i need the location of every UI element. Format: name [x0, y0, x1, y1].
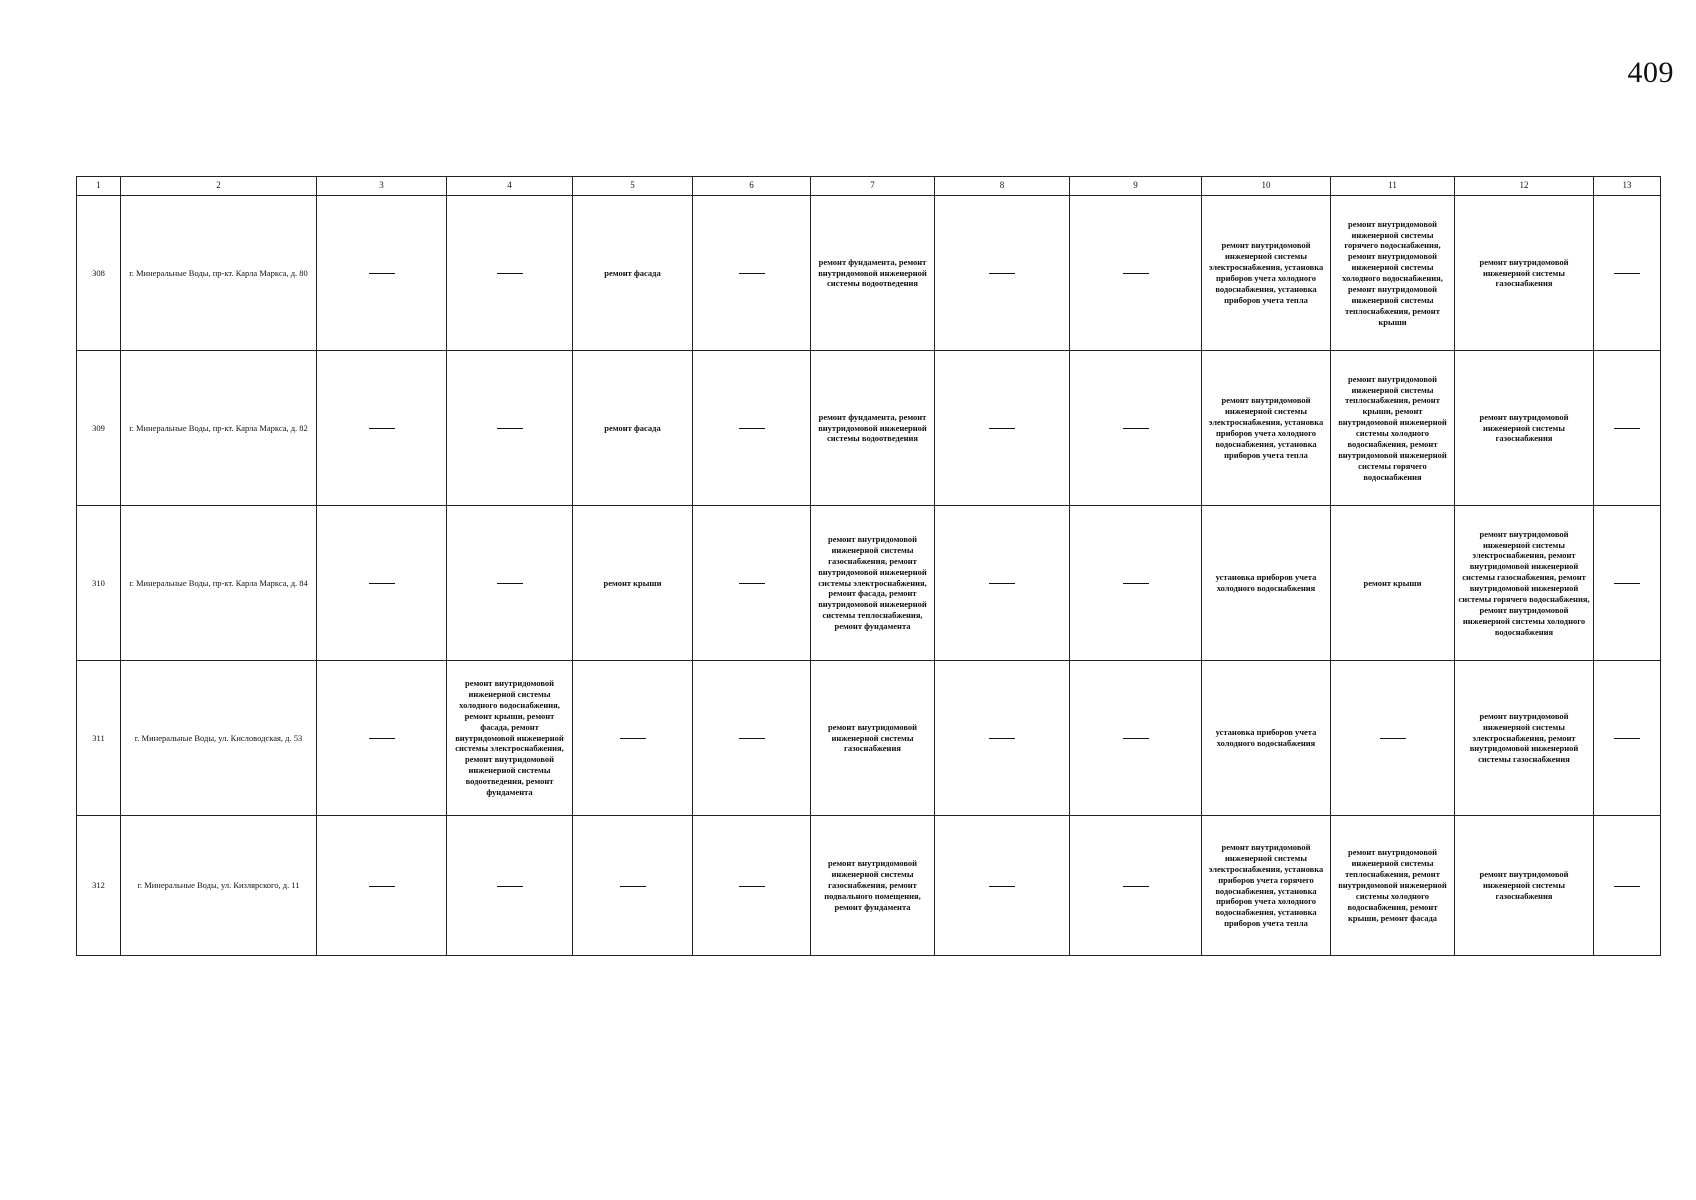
work-type-cell: ремонт внутридомовой инженерной системы теплоснабжения, ремонт внутридомовой инженерной системы холодного водоснабжения, ремонт крыши, ремонт фасада [1331, 816, 1455, 956]
empty-cell [1070, 816, 1202, 956]
empty-dash [739, 886, 765, 887]
repair-schedule-table [76, 176, 1661, 956]
work-type-cell: ремонт внутридомовой инженерной системы электроснабжения, установка приборов учета горячего водоснабжения, установка приборов учета холодного водоснабжения, установка приборов учета тепла [1202, 816, 1331, 956]
address-cell: г. Минеральные Воды, ул. Кисловодская, д. 53 [121, 661, 317, 816]
empty-cell [1070, 506, 1202, 661]
empty-dash [497, 273, 523, 274]
column-number: 4 [447, 177, 573, 196]
work-type-cell: установка приборов учета холодного водоснабжения [1202, 661, 1331, 816]
work-type-cell: ремонт фундамента, ремонт внутридомовой инженерной системы водоотведения [811, 351, 935, 506]
empty-dash [989, 583, 1015, 584]
empty-dash [497, 583, 523, 584]
empty-cell [1070, 196, 1202, 351]
work-type-cell: ремонт внутридомовой инженерной системы электроснабжения, установка приборов учета холодного водоснабжения, установка приборов учета тепла [1202, 196, 1331, 351]
empty-cell [317, 351, 447, 506]
empty-cell [1594, 506, 1661, 661]
empty-dash [1614, 738, 1640, 739]
empty-dash [497, 886, 523, 887]
work-type-cell: ремонт внутридомовой инженерной системы электроснабжения, ремонт внутридомовой инженерной системы газоснабжения, ремонт внутридомовой инженерной системы горячего водоснабжения, ремонт внутридомовой инженерной системы холодного водоснабжения [1455, 506, 1594, 661]
work-type-cell: ремонт крыши [1331, 506, 1455, 661]
column-number: 3 [317, 177, 447, 196]
column-number: 8 [935, 177, 1070, 196]
empty-cell [317, 506, 447, 661]
empty-dash [1614, 428, 1640, 429]
empty-cell [447, 816, 573, 956]
empty-dash [1123, 738, 1149, 739]
empty-dash [1123, 886, 1149, 887]
empty-cell [693, 196, 811, 351]
work-type-cell: ремонт внутридомовой инженерной системы холодного водоснабжения, ремонт крыши, ремонт фасада, ремонт внутридомовой инженерной системы электроснабжения, ремонт внутридомовой инженерной системы водоотведения, ремонт фундамента [447, 661, 573, 816]
row-number: 308 [77, 196, 121, 351]
work-type-cell: ремонт внутридомовой инженерной системы газоснабжения [1455, 351, 1594, 506]
empty-dash [369, 273, 395, 274]
empty-dash [369, 886, 395, 887]
work-type-cell: установка приборов учета холодного водоснабжения [1202, 506, 1331, 661]
empty-dash [497, 428, 523, 429]
empty-dash [989, 428, 1015, 429]
empty-cell [447, 506, 573, 661]
empty-cell [447, 196, 573, 351]
row-number: 309 [77, 351, 121, 506]
work-type-cell: ремонт внутридомовой инженерной системы газоснабжения [1455, 816, 1594, 956]
empty-cell [1594, 351, 1661, 506]
empty-cell [1070, 351, 1202, 506]
page-number: 409 [1627, 56, 1674, 89]
column-number: 6 [693, 177, 811, 196]
empty-cell [935, 196, 1070, 351]
column-number: 10 [1202, 177, 1331, 196]
empty-dash [1123, 273, 1149, 274]
address-cell: г. Минеральные Воды, пр-кт. Карла Маркса, д. 84 [121, 506, 317, 661]
work-type-cell: ремонт внутридомовой инженерной системы газоснабжения, ремонт внутридомовой инженерной системы электроснабжения, ремонт фасада, ремонт внутридомовой инженерной системы теплоснабжения, ремонт фундамента [811, 506, 935, 661]
column-number: 7 [811, 177, 935, 196]
empty-dash [739, 428, 765, 429]
empty-dash [620, 886, 646, 887]
column-number: 5 [573, 177, 693, 196]
empty-dash [989, 738, 1015, 739]
empty-dash [1614, 273, 1640, 274]
address-cell: г. Минеральные Воды, ул. Кизлярского, д. 11 [121, 816, 317, 956]
work-type-cell: ремонт внутридомовой инженерной системы горячего водоснабжения, ремонт внутридомовой инженерной системы холодного водоснабжения, ремонт внутридомовой инженерной системы теплоснабжения, ремонт крыши [1331, 196, 1455, 351]
work-type-cell: ремонт внутридомовой инженерной системы электроснабжения, установка приборов учета холодного водоснабжения, установка приборов учета тепла [1202, 351, 1331, 506]
empty-dash [739, 273, 765, 274]
empty-dash [369, 738, 395, 739]
empty-cell [693, 816, 811, 956]
row-number: 310 [77, 506, 121, 661]
empty-dash [739, 583, 765, 584]
work-type-cell: ремонт фасада [573, 351, 693, 506]
empty-cell [935, 816, 1070, 956]
work-type-cell: ремонт внутридомовой инженерной системы газоснабжения, ремонт подвального помещения, ремонт фундамента [811, 816, 935, 956]
empty-cell [317, 661, 447, 816]
work-type-cell: ремонт внутридомовой инженерной системы газоснабжения [811, 661, 935, 816]
empty-dash [1123, 583, 1149, 584]
empty-cell [1594, 196, 1661, 351]
empty-cell [1594, 816, 1661, 956]
empty-dash [369, 428, 395, 429]
work-type-cell: ремонт крыши [573, 506, 693, 661]
empty-dash [989, 273, 1015, 274]
empty-dash [1614, 583, 1640, 584]
empty-dash [1380, 738, 1406, 739]
empty-dash [989, 886, 1015, 887]
empty-dash [620, 738, 646, 739]
empty-cell [693, 661, 811, 816]
empty-cell [573, 661, 693, 816]
empty-cell [317, 196, 447, 351]
column-number: 1 [77, 177, 121, 196]
table-row [77, 661, 1661, 816]
empty-dash [739, 738, 765, 739]
empty-cell [1070, 661, 1202, 816]
column-number: 12 [1455, 177, 1594, 196]
empty-cell [1331, 661, 1455, 816]
table-row [77, 351, 1661, 506]
table-body [77, 196, 1661, 956]
work-type-cell: ремонт внутридомовой инженерной системы электроснабжения, ремонт внутридомовой инженерной системы газоснабжения [1455, 661, 1594, 816]
empty-cell [693, 351, 811, 506]
table-row [77, 816, 1661, 956]
empty-cell [935, 661, 1070, 816]
work-type-cell: ремонт фасада [573, 196, 693, 351]
empty-cell [573, 816, 693, 956]
empty-cell [935, 506, 1070, 661]
table-header [77, 177, 1661, 196]
work-type-cell: ремонт внутридомовой инженерной системы газоснабжения [1455, 196, 1594, 351]
empty-cell [1594, 661, 1661, 816]
column-number-row [77, 177, 1661, 196]
address-cell: г. Минеральные Воды, пр-кт. Карла Маркса, д. 80 [121, 196, 317, 351]
empty-cell [317, 816, 447, 956]
work-type-cell: ремонт внутридомовой инженерной системы теплоснабжения, ремонт крыши, ремонт внутридомовой инженерной системы холодного водоснабжения, ремонт внутридомовой инженерной системы горячего водоснабжения [1331, 351, 1455, 506]
column-number: 13 [1594, 177, 1661, 196]
empty-cell [693, 506, 811, 661]
table-row [77, 506, 1661, 661]
column-number: 2 [121, 177, 317, 196]
empty-dash [1614, 886, 1640, 887]
empty-dash [369, 583, 395, 584]
work-type-cell: ремонт фундамента, ремонт внутридомовой инженерной системы водоотведения [811, 196, 935, 351]
row-number: 311 [77, 661, 121, 816]
address-cell: г. Минеральные Воды, пр-кт. Карла Маркса, д. 82 [121, 351, 317, 506]
empty-cell [935, 351, 1070, 506]
column-number: 11 [1331, 177, 1455, 196]
column-number: 9 [1070, 177, 1202, 196]
row-number: 312 [77, 816, 121, 956]
empty-dash [1123, 428, 1149, 429]
empty-cell [447, 351, 573, 506]
table-row [77, 196, 1661, 351]
